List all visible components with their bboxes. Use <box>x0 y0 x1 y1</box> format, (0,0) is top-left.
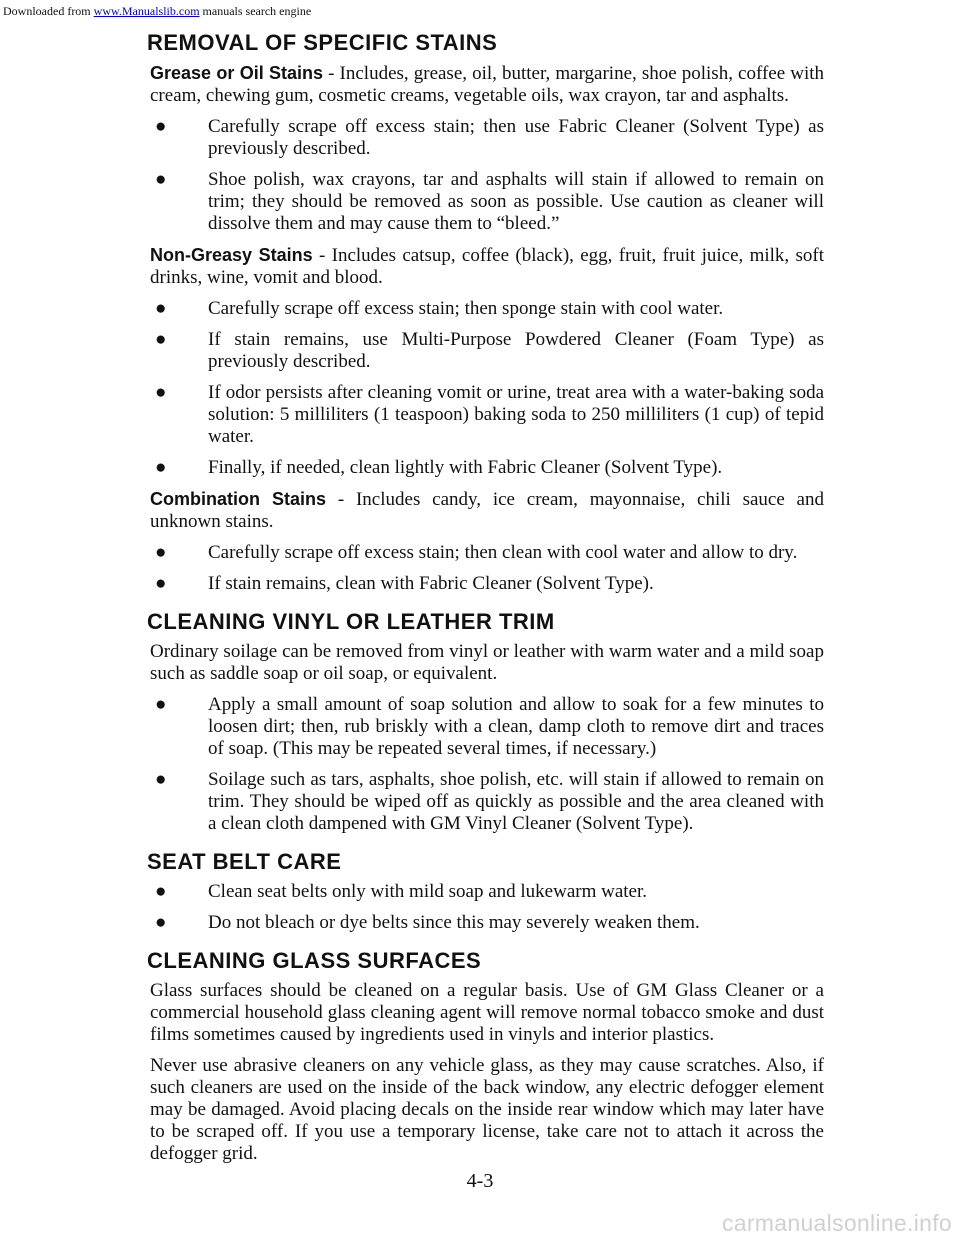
combination-lead: Combination Stains <box>150 489 327 509</box>
list-item-text: Carefully scrape off excess stain; then clean with cool water and allow to dry. <box>208 542 798 563</box>
seatbelt-list <box>150 881 824 934</box>
list-item <box>150 573 824 595</box>
watermark: carmanualsonline.info <box>721 1210 952 1236</box>
bullet-icon: ● <box>155 769 167 790</box>
list-item-text: Soilage such as tars, asphalts, shoe polish, etc. will stain if allowed to remain on trim. They should be wiped off as quickly as possible and the area cleaned with a clean cloth dampened with GM Vinyl Cleaner (Solvent Type). <box>208 769 824 834</box>
page-content <box>147 30 824 1174</box>
list-item <box>150 329 824 373</box>
combination-text: - Includes candy, ice cream, mayonnaise, chili sauce and unknown stains. <box>150 489 824 532</box>
bullet-icon: ● <box>155 298 167 319</box>
bullet-icon: ● <box>155 329 167 350</box>
list-item-text: Apply a small amount of soap solution and allow to soak for a few minutes to loosen dirt; then, rub briskly with a clean, damp cloth to remove dirt and traces of soap. (This may be repeated several times, if necessary.) <box>208 694 824 759</box>
list-item <box>150 542 824 564</box>
bullet-icon: ● <box>155 912 167 933</box>
vinyl-paragraph: Ordinary soilage can be removed from vinyl or leather with warm water and a mild soap such as saddle soap or oil soap, or equivalent. <box>150 641 824 684</box>
list-item-text: Finally, if needed, clean lightly with Fabric Cleaner (Solvent Type). <box>208 457 723 478</box>
nongreasy-lead: Non-Greasy Stains <box>150 245 313 265</box>
banner-suffix: manuals search engine <box>199 4 312 18</box>
list-item-text: Carefully scrape off excess stain; then use Fabric Cleaner (Solvent Type) as previously described. <box>208 116 824 159</box>
combination-paragraph <box>150 488 824 533</box>
glass-paragraph-1: Glass surfaces should be cleaned on a regular basis. Use of GM Glass Cleaner or a commercial household glass cleaning agent will remove normal tobacco smoke and dust films sometimes caused by ingredients used in vinyls and interior plastics. <box>150 980 824 1045</box>
bullet-icon: ● <box>155 573 167 594</box>
manualslib-link[interactable]: www.Manualslib.com <box>93 4 200 18</box>
bullet-icon: ● <box>155 881 167 902</box>
download-banner <box>3 4 311 19</box>
bullet-icon: ● <box>155 382 167 403</box>
grease-text: - Includes, grease, oil, butter, margarine, shoe polish, coffee with cream, chewing gum, cosmetic creams, vegetable oils, wax crayon, tar and asphalts. <box>150 63 824 106</box>
section-title-removal: REMOVAL OF SPECIFIC STAINS <box>147 30 498 55</box>
combination-list <box>150 542 824 595</box>
grease-list <box>150 116 824 235</box>
bullet-icon: ● <box>155 457 167 478</box>
list-item <box>150 881 824 903</box>
section-title-vinyl: CLEANING VINYL OR LEATHER TRIM <box>147 609 555 634</box>
list-item-text: If odor persists after cleaning vomit or urine, treat area with a water-baking soda solution: 5 milliliters (1 teaspoon) baking soda to 250 milliliters (1 cup) of tepid water. <box>208 382 824 447</box>
nongreasy-list <box>150 298 824 479</box>
list-item <box>150 694 824 760</box>
grease-lead: Grease or Oil Stains <box>150 63 324 83</box>
list-item-text: Do not bleach or dye belts since this may severely weaken them. <box>208 912 700 933</box>
list-item-text: Clean seat belts only with mild soap and lukewarm water. <box>208 881 648 902</box>
list-item-text: Carefully scrape off excess stain; then sponge stain with cool water. <box>208 298 724 319</box>
banner-prefix: Downloaded from <box>3 4 94 18</box>
list-item-text: If stain remains, use Multi-Purpose Powdered Cleaner (Foam Type) as previously described. <box>208 329 824 372</box>
bullet-icon: ● <box>155 169 167 190</box>
bullet-icon: ● <box>155 542 167 563</box>
bullet-icon: ● <box>155 694 167 715</box>
glass-paragraph-2: Never use abrasive cleaners on any vehicle glass, as they may cause scratches. Also, if such cleaners are used on the inside of the back window, any electric defogger element may be damaged. Avoid placing decals on the inside rear window which may later have to be scraped off. If you use a temporary license, take care not to attach it across the defogger grid. <box>150 1055 824 1164</box>
list-item <box>150 298 824 320</box>
nongreasy-text: - Includes catsup, coffee (black), egg, fruit, fruit juice, milk, soft drinks, wine, vomit and blood. <box>150 245 824 288</box>
section-title-seatbelt: SEAT BELT CARE <box>147 849 342 874</box>
page-number: 4-3 <box>466 1170 494 1192</box>
list-item <box>150 457 824 479</box>
nongreasy-paragraph <box>150 244 824 289</box>
list-item-text: If stain remains, clean with Fabric Cleaner (Solvent Type). <box>208 573 654 594</box>
vinyl-list <box>150 694 824 835</box>
list-item <box>150 382 824 448</box>
list-item <box>150 769 824 835</box>
list-item-text: Shoe polish, wax crayons, tar and asphalts will stain if allowed to remain on trim; they should be removed as soon as possible. Use caution as cleaner will dissolve them and may cause them to “bleed.” <box>208 169 824 234</box>
section-title-glass: CLEANING GLASS SURFACES <box>147 948 482 973</box>
grease-paragraph <box>150 62 824 107</box>
list-item <box>150 169 824 235</box>
list-item <box>150 116 824 160</box>
list-item <box>150 912 824 934</box>
bullet-icon: ● <box>155 116 167 137</box>
